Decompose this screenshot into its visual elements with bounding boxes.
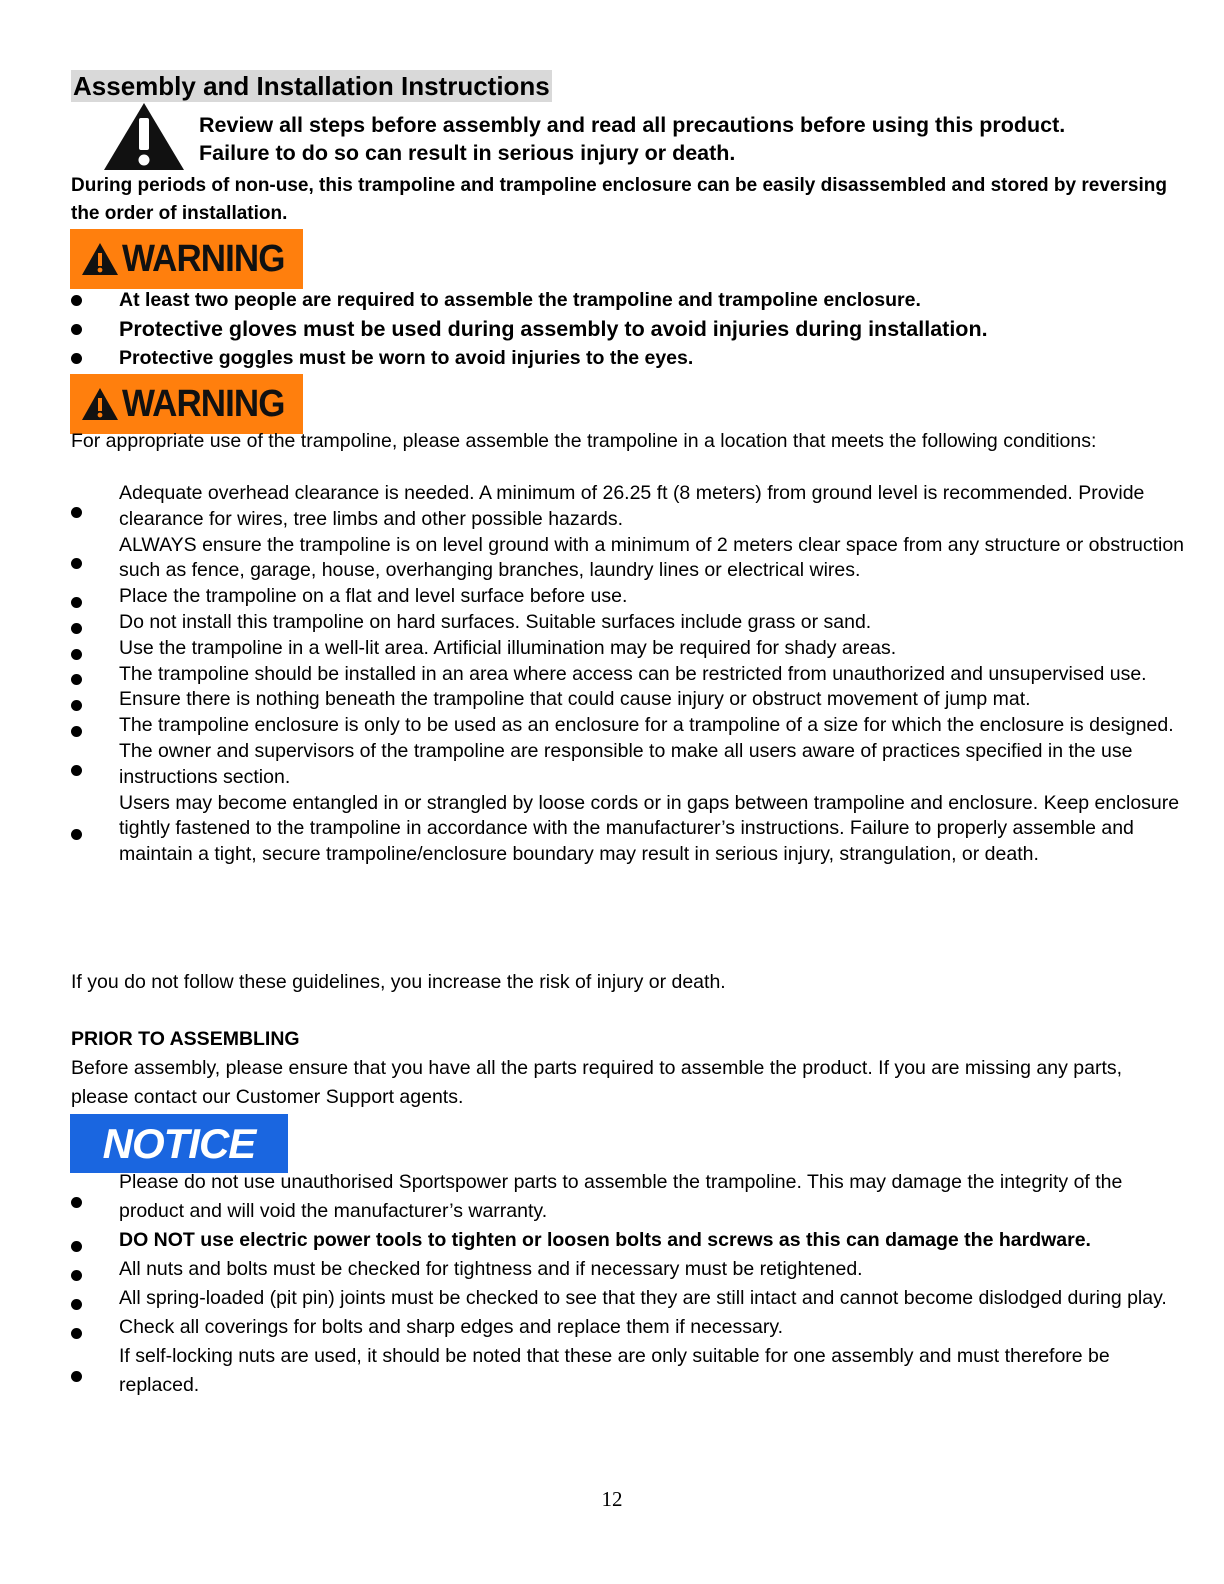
page-title: Assembly and Installation Instructions: [73, 71, 550, 101]
warning-triangle-icon: [80, 241, 120, 277]
bullet-icon: [71, 597, 82, 608]
warning-label-2: [70, 374, 303, 434]
list-item: Place the trampoline on a flat and level surface before use.: [71, 584, 1196, 610]
list-item: The trampoline should be installed in an area where access can be restricted from unauthorized and unsupervised use.: [71, 662, 1196, 688]
list-item: Ensure there is nothing beneath the trampoline that could cause injury or obstruct movement of jump mat.: [71, 687, 1196, 713]
bullet-icon: [71, 1270, 82, 1281]
bullet-icon: [71, 765, 82, 776]
list-item: Please do not use unauthorised Sportspower parts to assemble the trampoline. This may damage the integrity of the product and will void the manufacturer’s warranty.: [71, 1168, 1171, 1226]
caution-text: Review all steps before assembly and read all precautions before using this product. Failure to do so can result in serious injury or death.: [199, 113, 1066, 165]
notice-label-text: NOTICE: [102, 1119, 256, 1167]
bullet-icon: [71, 1371, 82, 1382]
bullet-icon: [71, 507, 82, 518]
warning-list-1: [71, 286, 1171, 372]
list-item: Check all coverings for bolts and sharp edges and replace them if necessary.: [71, 1313, 1171, 1342]
warning-label-text: WARNING: [122, 382, 285, 425]
bullet-icon: [71, 674, 82, 685]
list-item: The trampoline enclosure is only to be used as an enclosure for a trampoline of a size for which the enclosure is designed.: [71, 713, 1196, 739]
page-number: 12: [601, 1487, 623, 1511]
conditions-intro: For appropriate use of the trampoline, please assemble the trampoline in a location that meets the following conditions:: [71, 430, 1097, 452]
list-item: Adequate overhead clearance is needed. A minimum of 26.25 ft (8 meters) from ground level is recommended. Provide clearance for wires, tree limbs and other possible hazards.: [71, 481, 1196, 533]
intro-text: During periods of non-use, this trampoline and trampoline enclosure can be easily disassembled and stored by reversing the order of installation.: [71, 175, 1167, 224]
bullet-icon: [71, 726, 82, 737]
caution-triangle-icon: [102, 100, 186, 172]
section-text: Before assembly, please ensure that you have all the parts required to assemble the product. If you are missing any parts, please contact our Customer Support agents.: [71, 1057, 1123, 1108]
warning-label-text: WARNING: [122, 237, 285, 280]
list-item: Users may become entangled in or strangled by loose cords or in gaps between trampoline and enclosure. Keep enclosure tightly fastened to the trampoline in accordance with the manufacturer’s instructions. Failure to properly assemble and maintain a tight, secure trampoline/enclosure boundary may result in serious injury, strangulation, or death.: [71, 791, 1196, 868]
list-item: All spring-loaded (pit pin) joints must be checked to see that they are still intact and cannot become dislodged during play.: [71, 1284, 1171, 1313]
bullet-icon: [71, 295, 82, 306]
conditions-list: [71, 481, 1196, 868]
list-item: Do not install this trampoline on hard surfaces. Suitable surfaces include grass or sand.: [71, 610, 1196, 636]
list-item: Protective gloves must be used during assembly to avoid injuries during installation.: [71, 314, 1171, 344]
bullet-icon: [71, 1197, 82, 1208]
section-heading: PRIOR TO ASSEMBLING: [71, 1028, 300, 1050]
list-item: All nuts and bolts must be checked for tightness and if necessary must be retightened.: [71, 1255, 1171, 1284]
notice-list: [71, 1168, 1171, 1400]
bullet-icon: [71, 1299, 82, 1310]
warning-triangle-icon: [80, 386, 120, 422]
list-item: DO NOT use electric power tools to tighten or loosen bolts and screws as this can damage the hardware.: [71, 1226, 1171, 1255]
notice-label: [70, 1114, 288, 1173]
bullet-icon: [71, 649, 82, 660]
bullet-icon: [71, 558, 82, 569]
bullet-icon: [71, 829, 82, 840]
bullet-icon: [71, 1328, 82, 1339]
bullet-icon: [71, 324, 82, 335]
follow-guidelines-text: If you do not follow these guidelines, you increase the risk of injury or death.: [71, 971, 726, 993]
list-item: Protective goggles must be worn to avoid injuries to the eyes.: [71, 344, 1171, 372]
list-item: Use the trampoline in a well-lit area. Artificial illumination may be required for shady areas.: [71, 636, 1196, 662]
bullet-icon: [71, 623, 82, 634]
warning-label-1: [70, 229, 303, 289]
bullet-icon: [71, 700, 82, 711]
list-item: The owner and supervisors of the trampoline are responsible to make all users aware of practices specified in the use instructions section.: [71, 739, 1196, 791]
bullet-icon: [71, 353, 82, 364]
list-item: ALWAYS ensure the trampoline is on level ground with a minimum of 2 meters clear space from any structure or obstruction such as fence, garage, house, overhanging branches, laundry lines or electrical wires.: [71, 533, 1196, 585]
list-item: At least two people are required to assemble the trampoline and trampoline enclosure.: [71, 286, 1171, 314]
bullet-icon: [71, 1241, 82, 1252]
list-item: If self-locking nuts are used, it should be noted that these are only suitable for one assembly and must therefore be replaced.: [71, 1342, 1171, 1400]
